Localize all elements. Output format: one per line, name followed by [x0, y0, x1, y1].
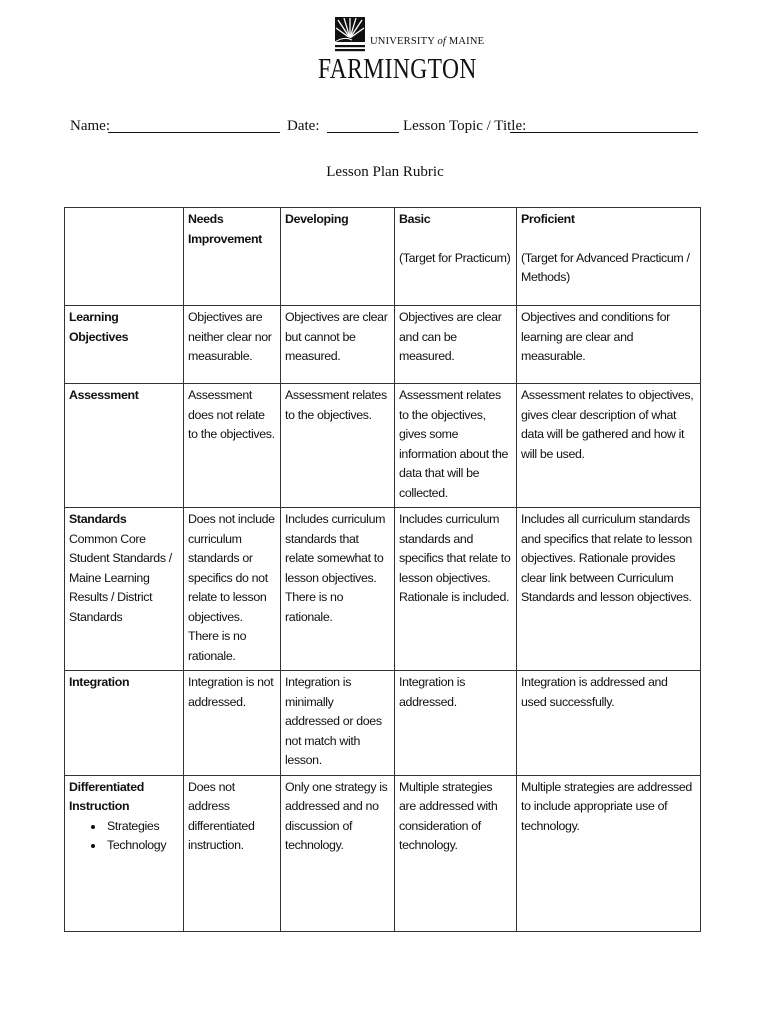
cell-needs-improvement: Does not address differentiated instruction.: [184, 775, 281, 931]
cell-basic: Multiple strategies are addressed with consideration of technology.: [395, 775, 517, 931]
header-fields: [70, 118, 700, 140]
table-row: [65, 384, 701, 508]
name-field[interactable]: [108, 132, 280, 133]
cell-needs-improvement: Objectives are neither clear nor measurable.: [184, 306, 281, 384]
cell-developing: Includes curriculum standards that relate somewhat to lesson objectives. There is no rationale.: [281, 508, 395, 671]
row-label: Learning Objectives: [65, 306, 184, 384]
logo-university-text: UNIVERSITY of MAINE: [370, 36, 485, 47]
cell-developing: Integration is minimally addressed or does not match with lesson.: [281, 671, 395, 776]
header-basic: Basic (Target for Practicum): [395, 208, 517, 306]
list-item: • Strategies: [105, 817, 179, 837]
cell-basic: Assessment relates to the objectives, gives some information about the data that will be collected.: [395, 384, 517, 508]
basic-target-note: (Target for Practicum): [399, 250, 511, 265]
cell-developing: Assessment relates to the objectives.: [281, 384, 395, 508]
list-item: • Technology: [105, 836, 179, 856]
header-needs-improvement: Needs Improvement: [184, 208, 281, 306]
row-label: Assessment: [65, 384, 184, 508]
proficient-target-note: (Target for Advanced Practicum / Methods): [521, 250, 690, 284]
row-sublabel: Common Core Student Standards / Maine Learning Results / District Standards: [69, 531, 172, 624]
date-field[interactable]: [327, 132, 399, 133]
cell-proficient: Integration is addressed and used successfully.: [517, 671, 701, 776]
cell-proficient: Assessment relates to objectives, gives clear description of what data will be gathered and how it will be used.: [517, 384, 701, 508]
logo-farmington-text: FARMINGTON: [318, 54, 477, 85]
cell-needs-improvement: Does not include curriculum standards or specifics do not relate to lesson objectives. There is no rationale.: [184, 508, 281, 671]
lesson-topic-field[interactable]: [510, 132, 698, 133]
table-row: [65, 671, 701, 776]
lesson-topic-label: Lesson Topic / Title:: [403, 118, 527, 134]
cell-proficient: Multiple strategies are addressed to include appropriate use of technology.: [517, 775, 701, 931]
cell-needs-improvement: Assessment does not relate to the objectives.: [184, 384, 281, 508]
header-proficient: Proficient (Target for Advanced Practicum / Methods): [517, 208, 701, 306]
table-row: [65, 775, 701, 931]
cell-proficient: Objectives and conditions for learning are clear and measurable.: [517, 306, 701, 384]
cell-basic: Integration is addressed.: [395, 671, 517, 776]
name-label: Name:: [70, 118, 110, 134]
page-title: Lesson Plan Rubric: [326, 164, 444, 180]
row-label: Integration: [65, 671, 184, 776]
header-empty-cell: [65, 208, 184, 306]
cell-proficient: Includes all curriculum standards and specifics that relate to lesson objectives. Rationale provides clear link between Curriculum Standards and lesson objectives.: [517, 508, 701, 671]
table-row: [65, 306, 701, 384]
university-logo: [318, 14, 485, 85]
cell-developing: Objectives are clear but cannot be measured.: [281, 306, 395, 384]
row-label: Standards Common Core Student Standards / Maine Learning Results / District Standards: [65, 508, 184, 671]
date-label: Date:: [287, 118, 320, 134]
row-bullet-list: [69, 817, 179, 856]
table-header-row: [65, 208, 701, 306]
header-developing: Developing: [281, 208, 395, 306]
table-row: [65, 508, 701, 671]
cell-needs-improvement: Integration is not addressed.: [184, 671, 281, 776]
cell-basic: Includes curriculum standards and specifics that relate to lesson objectives. Rationale is included.: [395, 508, 517, 671]
cell-developing: Only one strategy is addressed and no discussion of technology.: [281, 775, 395, 931]
lesson-plan-rubric-table: [64, 207, 701, 932]
row-label: Differentiated Instruction • Strategies • Technology: [65, 775, 184, 931]
cell-basic: Objectives are clear and can be measured.: [395, 306, 517, 384]
farmington-sunrise-logo-icon: [334, 16, 374, 54]
